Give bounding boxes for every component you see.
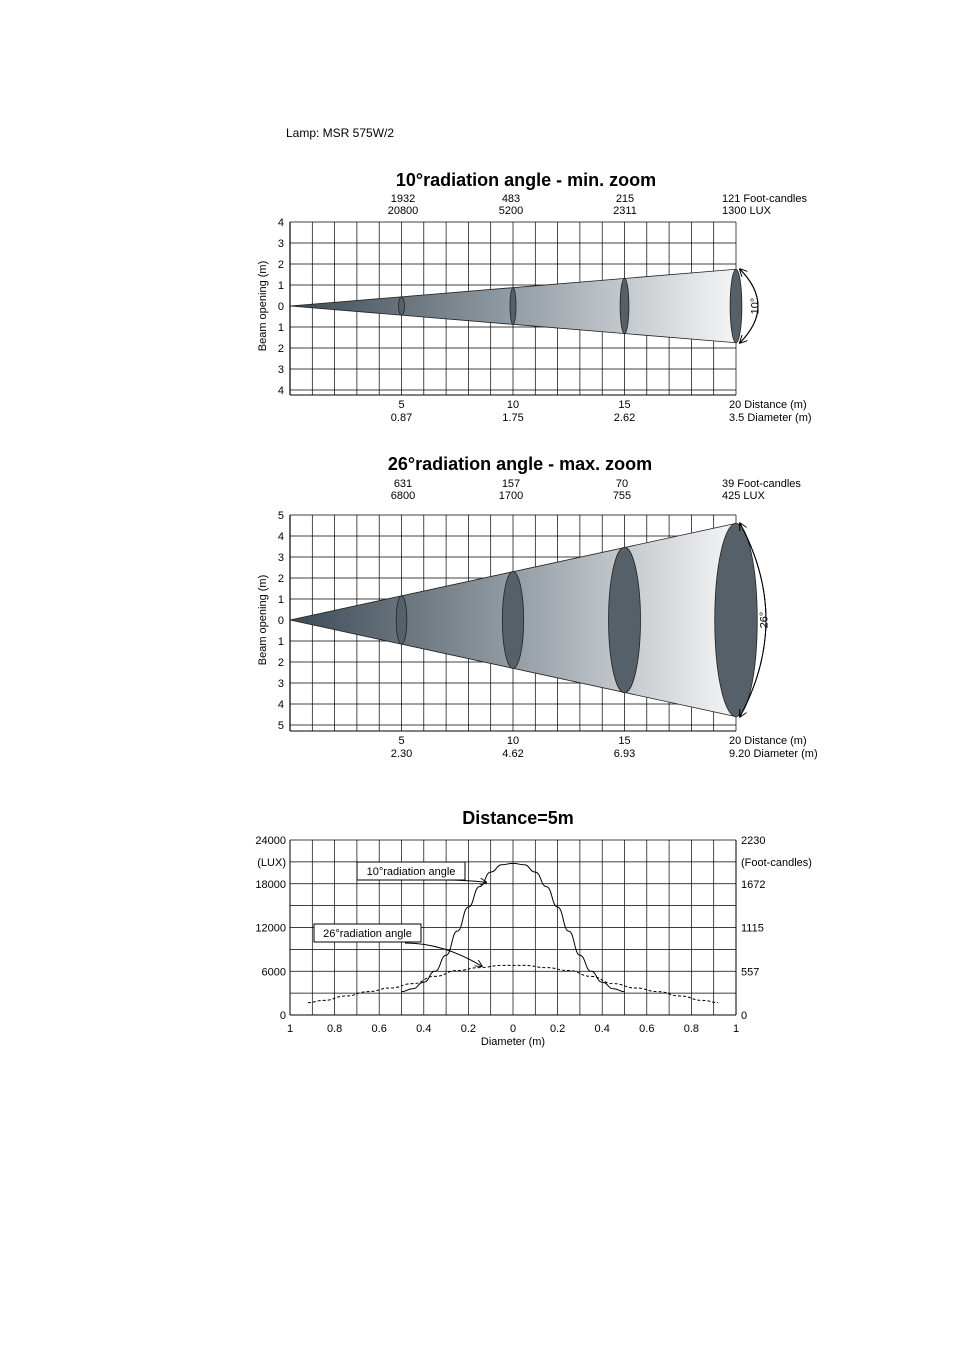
chart2-ytick: 1	[277, 636, 284, 648]
chart2-angle-label: 26°	[758, 611, 771, 629]
chart3-xtick: 0.8	[683, 1023, 700, 1035]
chart1-diameter-label: 1.75	[502, 412, 524, 424]
chart2-ytick: 5	[277, 510, 284, 522]
chart1-fc-1: 1932	[390, 193, 416, 205]
chart2-ytick: 3	[277, 678, 284, 690]
chart2-diameter-label: 4.62	[502, 748, 524, 760]
chart2-xtick: 10	[506, 735, 520, 747]
chart3-ytick-left: 0	[279, 1010, 286, 1022]
chart1-beam-ellipse	[620, 278, 629, 333]
chart1-angle-label: 10°	[749, 297, 762, 315]
chart1-beam-ellipse	[730, 269, 742, 343]
chart3-ytick-left: 24000	[255, 835, 286, 847]
chart2-ytick: 2	[277, 573, 284, 585]
chart1-xtick: 15	[618, 399, 631, 411]
chart3-xtick: 1	[286, 1023, 294, 1035]
chart1-fc-2: 483	[501, 193, 521, 205]
chart2-diameter-label: 2.30	[390, 748, 413, 760]
chart3-ytick-right: 1115	[741, 922, 764, 935]
chart2-plot	[257, 510, 818, 760]
chart3-xtick: 0.2	[549, 1023, 566, 1035]
chart3-legend-arrow-1	[445, 880, 486, 882]
chart1-diameter-label: 2.62	[613, 412, 636, 424]
chart1-ytick: 0	[277, 301, 284, 313]
chart2-diameter-label: 6.93	[613, 748, 636, 760]
chart1-lux-1: 20800	[387, 205, 419, 217]
chart2-fc-3: 70	[615, 478, 629, 490]
chart1-diameter-label: 0.87	[390, 412, 413, 424]
chart3-yunit-left: (LUX)	[257, 856, 286, 869]
chart1-xtick: 10	[506, 399, 520, 411]
chart1-lux-2: 5200	[498, 205, 524, 217]
chart2-lux-3: 755	[612, 490, 632, 502]
chart1-beam-ellipse	[510, 288, 516, 325]
chart2-ytick: 4	[277, 531, 284, 543]
chart3-ytick-right: 0	[741, 1010, 748, 1022]
chart3-xtick: 1	[732, 1023, 740, 1035]
chart2-xtick: 5	[398, 735, 405, 747]
chart3-legend-arrow-2	[405, 943, 482, 966]
chart3-ytick-left: 18000	[255, 878, 286, 891]
lamp-label: Lamp: MSR 575W/2	[286, 126, 395, 140]
chart2-ytick: 2	[277, 657, 284, 669]
chart2-beam-ellipse	[715, 523, 758, 716]
chart2-lux-1: 6800	[390, 490, 416, 502]
chart1-ylabel: Beam opening (m)	[257, 260, 269, 352]
chart3-xtick: 0.6	[639, 1023, 655, 1035]
chart2-ytick: 1	[277, 594, 284, 606]
chart3-legend-label-2: 26°radiation angle	[323, 928, 412, 940]
chart2-ytick: 0	[277, 615, 284, 627]
chart2-fc-4: 39 Foot-candles	[722, 478, 801, 490]
chart3-xtick: 0.6	[371, 1023, 387, 1035]
chart3-xtick: 0.4	[594, 1023, 610, 1035]
chart1-lux-3: 2311	[613, 205, 637, 217]
chart2-diameter-label: 9.20 Diameter (m)	[729, 748, 818, 760]
chart1-ytick: 2	[277, 343, 284, 355]
chart3-xtick: 0.4	[416, 1023, 432, 1035]
chart3-ytick-right: 557	[741, 966, 760, 979]
chart1-beam-ellipse	[399, 297, 405, 315]
chart3-ytick-right: 2230	[741, 835, 766, 847]
chart3-legend-label-1: 10°radiation angle	[366, 866, 456, 878]
chart3-ytick-left: 6000	[261, 966, 286, 979]
chart3-ytick-left: 12000	[255, 922, 286, 935]
chart2-ylabel: Beam opening (m)	[257, 574, 269, 666]
chart1-fc-3: 215	[615, 193, 635, 205]
chart1-ytick: 3	[277, 238, 284, 250]
chart1-plot	[257, 217, 812, 424]
chart2-fc-2: 157	[501, 478, 521, 490]
chart2-lux-2: 1700	[498, 490, 524, 502]
chart1-title: 10°radiation angle - min. zoom	[395, 170, 657, 190]
chart1-lux-4: 1300 LUX	[722, 205, 771, 217]
chart3-ytick-right: 1672	[741, 878, 766, 891]
chart2-xtick: 20 Distance (m)	[729, 735, 807, 747]
chart1-fc-4: 121 Foot-candles	[722, 193, 807, 205]
chart2-beam-ellipse	[608, 547, 640, 693]
chart3-xlabel: Diameter (m)	[480, 1036, 546, 1048]
chart2-lux-4: 425 LUX	[722, 490, 765, 502]
chart3-title: Distance=5m	[462, 808, 574, 828]
chart3-xtick: 0.2	[460, 1023, 477, 1035]
chart2-xtick: 15	[618, 735, 631, 747]
chart1-ytick: 4	[277, 385, 284, 397]
chart2-ytick: 5	[277, 720, 284, 732]
chart2-ytick: 3	[277, 552, 284, 564]
chart1-ytick: 4	[277, 217, 284, 229]
chart3-xtick: 0	[509, 1023, 517, 1035]
chart2-beam-ellipse	[396, 596, 407, 644]
chart1-ytick: 1	[277, 280, 284, 292]
chart2-fc-1: 631	[393, 478, 413, 490]
chart2-ytick: 4	[277, 699, 284, 711]
chart1-xtick: 5	[398, 399, 405, 411]
chart2-title: 26°radiation angle - max. zoom	[387, 454, 653, 474]
chart1-ytick: 2	[277, 259, 284, 271]
chart1-diameter-label: 3.5 Diameter (m)	[729, 412, 812, 424]
chart2-beam-ellipse	[502, 571, 523, 668]
chart3-xtick: 0.8	[326, 1023, 343, 1035]
chart1-ytick: 3	[277, 364, 284, 376]
chart3-plot	[255, 835, 812, 1048]
chart1-xtick: 20 Distance (m)	[729, 399, 807, 411]
chart3-yunit-right: (Foot-candles)	[741, 856, 812, 869]
chart1-ytick: 1	[277, 322, 284, 334]
